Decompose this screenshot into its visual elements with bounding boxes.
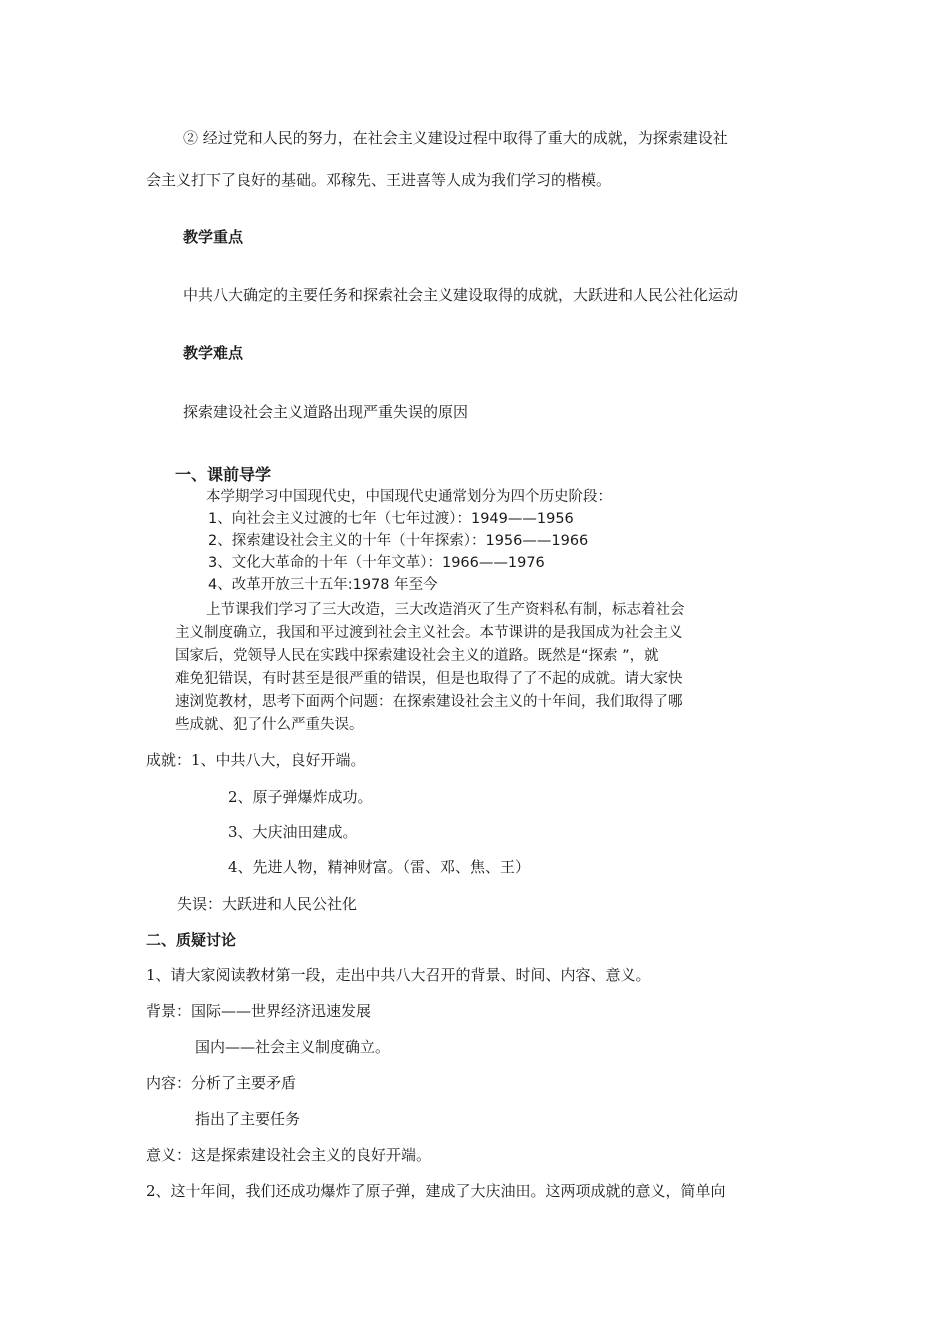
paragraph-line: 国家后，党领导人民在实践中探索建设社会主义的道路。既然是“探索 ”，就	[175, 648, 659, 664]
paragraph-line: 速浏览教材，思考下面两个问题：在探索建设社会主义的十年间，我们取得了哪	[175, 694, 683, 710]
difficulty-heading: 教学难点	[183, 344, 244, 362]
stage-item: 2、探索建设社会主义的十年（十年探索）：1956——1966	[208, 533, 589, 549]
stage-item: 4、改革开放三十五年:1978 年至今	[208, 577, 438, 593]
achievement-item: 2、原子弹爆炸成功。	[228, 788, 373, 806]
section1-intro: 本学期学习中国现代史，中国现代史通常划分为四个历史阶段：	[206, 489, 612, 505]
paragraph-line: 难免犯错误，有时甚至是很严重的错误，但是也取得了了不起的成就。请大家快	[175, 671, 683, 687]
meaning-line: 意义：这是探索建设社会主义的良好开端。	[146, 1146, 432, 1164]
intro-line-2: 会主义打下了良好的基础。邓稼先、王进喜等人成为我们学习的楷模。	[146, 171, 612, 189]
paragraph-line: 些成就、犯了什么严重失误。	[175, 717, 364, 733]
question-1: 1、请大家阅读教材第一段，走出中共八大召开的背景、时间、内容、意义。	[146, 966, 651, 984]
mistake-line: 失误：大跃进和人民公社化	[177, 895, 358, 913]
question-2: 2、这十年间，我们还成功爆炸了原子弹，建成了大庆油田。这两项成就的意义，简单向	[146, 1182, 726, 1200]
achievement-first: 成就：1、中共八大，良好开端。	[146, 751, 366, 769]
section2-heading: 二、质疑讨论	[146, 931, 237, 949]
content-line-2: 指出了主要任务	[195, 1110, 301, 1128]
background-domestic: 国内——社会主义制度确立。	[195, 1038, 391, 1056]
key-points-heading: 教学重点	[183, 228, 244, 246]
stage-item: 1、向社会主义过渡的七年（七年过渡）：1949——1956	[208, 511, 574, 527]
achievement-item: 3、大庆油田建成。	[228, 823, 358, 841]
paragraph-line: 主义制度确立，我国和平过渡到社会主义社会。本节课讲的是我国成为社会主义	[175, 625, 683, 641]
paragraph-line: 上节课我们学习了三大改造，三大改造消灭了生产资料私有制，标志着社会	[206, 602, 685, 618]
stage-item: 3、文化大革命的十年（十年文革）：1966——1976	[208, 555, 545, 571]
background-international: 背景：国际——世界经济迅速发展	[146, 1002, 372, 1020]
intro-line-1: ② 经过党和人民的努力，在社会主义建设过程中取得了重大的成就，为探索建设社	[183, 129, 728, 147]
key-points-text: 中共八大确定的主要任务和探索社会主义建设取得的成就，大跃进和人民公社化运动	[183, 286, 739, 304]
section1-heading: 一、课前导学	[175, 465, 272, 484]
difficulty-text: 探索建设社会主义道路出现严重失误的原因	[183, 403, 469, 421]
achievement-item: 4、先进人物，精神财富。（雷、邓、焦、王）	[228, 858, 531, 876]
content-line-1: 内容：分析了主要矛盾	[146, 1074, 297, 1092]
